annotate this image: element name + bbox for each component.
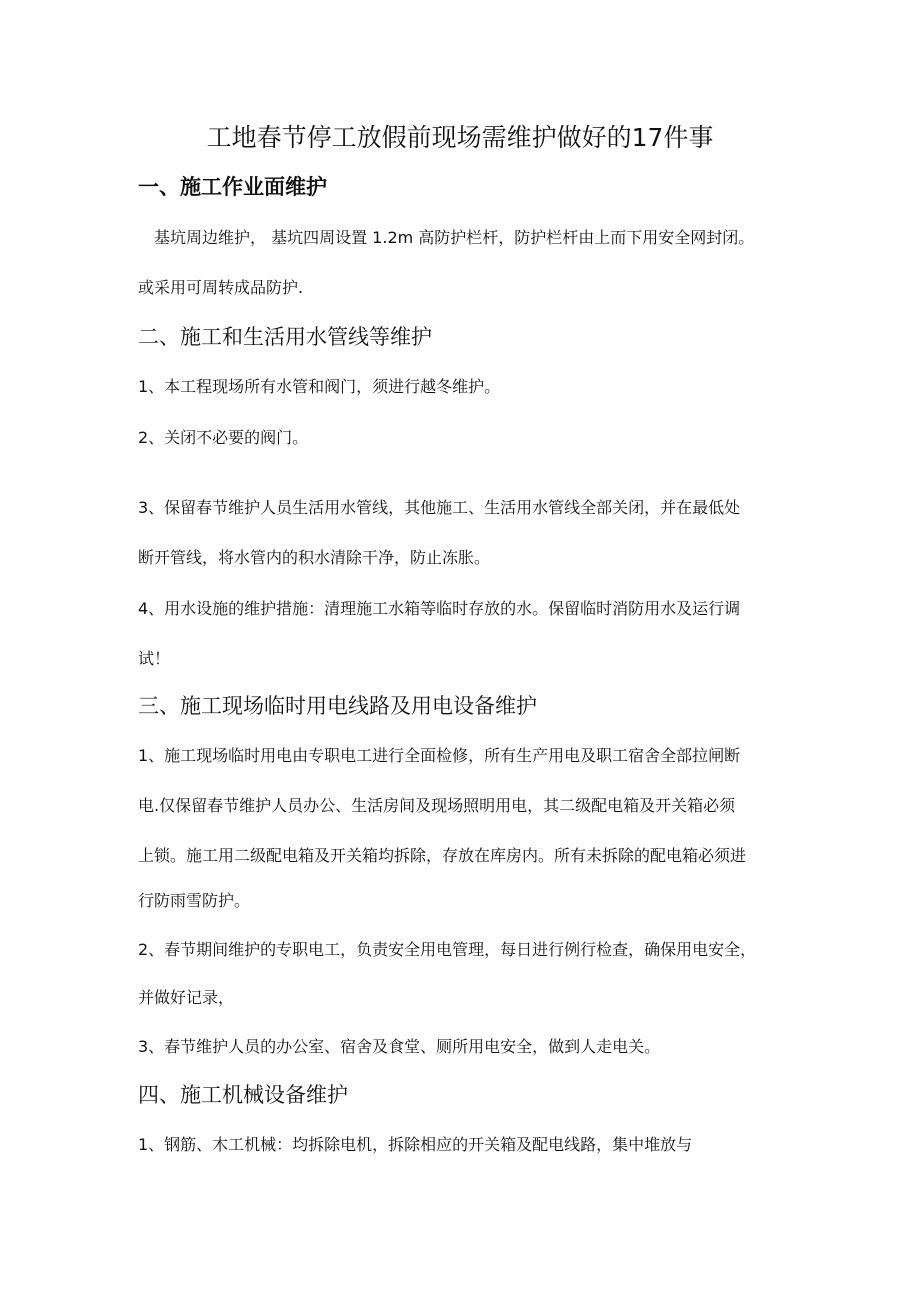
paragraph-line: 1、本工程现场所有水管和阀门，须进行越冬维护。 xyxy=(138,377,501,396)
paragraph-line: 基坑周边维护， 基坑四周设置 1.2m 高防护栏杆，防护栏杆由上而下用安全网封闭。 xyxy=(154,228,755,247)
paragraph-line: 1、钢筋、木工机械：均拆除电机，拆除相应的开关箱及配电线路，集中堆放与 xyxy=(138,1135,693,1154)
paragraph-line: 上锁。施工用二级配电箱及开关箱均拆除，存放在库房内。所有未拆除的配电箱必须进 xyxy=(138,846,747,865)
section-heading-1: 一、施工作业面维护 xyxy=(138,175,327,199)
paragraph-line: 并做好记录， xyxy=(138,988,235,1007)
paragraph-line: 断开管线，将水管内的积水清除干净，防止冻胀。 xyxy=(138,548,491,567)
section-heading-4: 四、施工机械设备维护 xyxy=(138,1083,348,1107)
paragraph-line: 试！ xyxy=(138,649,171,668)
paragraph-line: 2、关闭不必要的阀门。 xyxy=(138,428,309,447)
paragraph-line: 1、施工现场临时用电由专职电工进行全面检修，所有生产用电及职工宿舍全部拉闸断 xyxy=(138,746,741,765)
paragraph-line: 4、用水设施的维护措施：清理施工水箱等临时存放的水。保留临时消防用水及运行调 xyxy=(138,599,741,618)
paragraph-line: 电.仅保留春节维护人员办公、生活房间及现场照明用电，其二级配电箱及开关箱必须 xyxy=(138,796,736,815)
paragraph-line: 行防雨雪防护。 xyxy=(138,891,251,910)
section-heading-3: 三、施工现场临时用电线路及用电设备维护 xyxy=(138,694,537,718)
document-title: 工地春节停工放假前现场需维护做好的17件事 xyxy=(206,123,714,152)
paragraph-line: 3、春节维护人员的办公室、宿舍及食堂、厕所用电安全，做到人走电关。 xyxy=(138,1037,661,1056)
section-heading-2: 二、施工和生活用水管线等维护 xyxy=(138,325,432,349)
paragraph-line: 3、保留春节维护人员生活用水管线，其他施工、生活用水管线全部关闭，并在最低处 xyxy=(138,498,741,517)
paragraph-line: 2、春节期间维护的专职电工，负责安全用电管理，每日进行例行检查，确保用电安全， xyxy=(138,940,757,959)
paragraph-line: 或采用可周转成品防护. xyxy=(138,278,304,297)
